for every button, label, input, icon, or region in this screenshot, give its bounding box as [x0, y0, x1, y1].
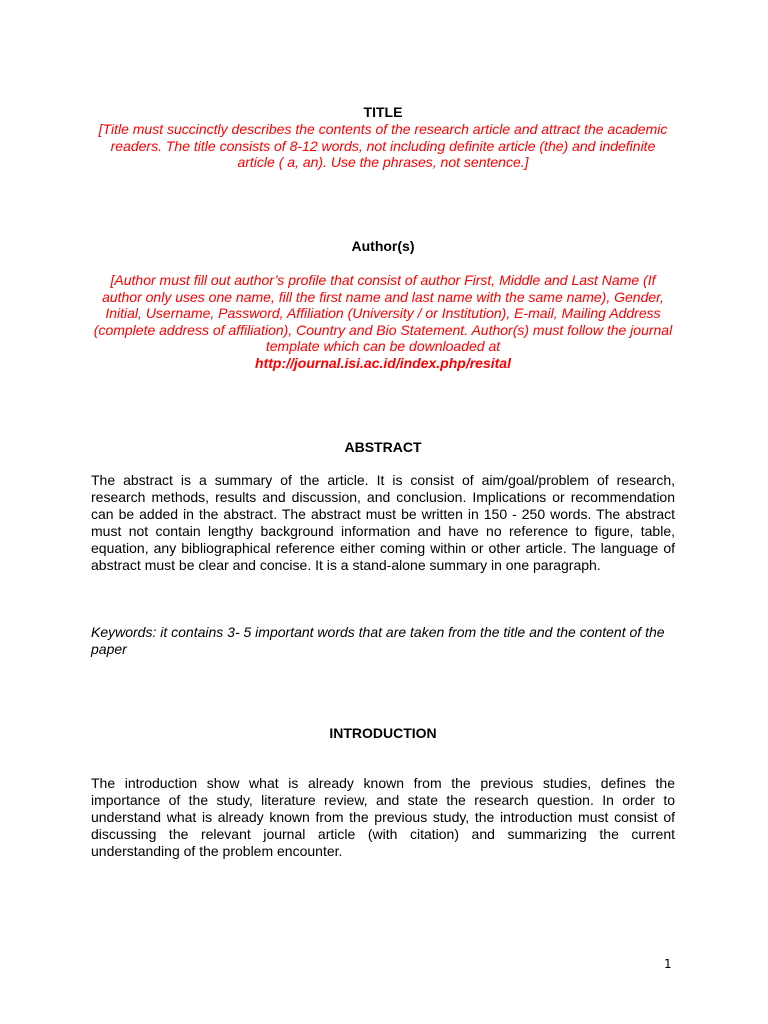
title-instructions: [Title must succinctly describes the contents of the research article and attract the academic readers. The title consists of 8-12 words, not including definite article (the) and indefinite article ( a, an). Use the phrases, not sentence.]: [98, 121, 668, 170]
page-number: 1: [664, 957, 672, 971]
abstract-heading: ABSTRACT: [344, 439, 422, 455]
authors-instructions: [91, 272, 675, 371]
authors-heading: Author(s): [351, 238, 415, 254]
abstract-paragraph: The abstract is a summary of the article. It is consist of aim/goal/problem of research, research methods, results and discussion, and conclusion. Implications or recommendation can be added in the abstract. The abstract must be written in 150 - 250 words. The abstract must not contain lengthy background information and have no reference to figure, table, equation, any bibliographical reference either coming within or other article. The language of abstract must be clear and concise. It is a stand-alone summary in one paragraph.: [91, 472, 675, 573]
keywords-paragraph: Keywords: it contains 3- 5 important words that are taken from the title and the content of the paper: [91, 624, 665, 657]
introduction-paragraph: The introduction show what is already known from the previous studies, defines the importance of the study, literature review, and state the research question. In order to understand what is already known from the previous study, the introduction must consist of discussing the relevant journal article (with citation) and summarizing the current understanding of the problem encounter.: [91, 775, 675, 859]
title-heading: TITLE: [363, 104, 403, 120]
introduction-heading: INTRODUCTION: [329, 725, 437, 741]
authors-instructions-text: [Author must fill out author’s profile that consist of author First, Middle and Last Name (If author only uses one name, fill the first name and last name with the same name), Gender, Initial, Username, Password, Affiliation (University / or Institution), E-mail, Mailing Address (complete address of affiliation), Country and Bio Statement. Author(s) must follow the journal template which can be downloaded at: [93, 272, 673, 354]
template-download-link[interactable]: http://journal.isi.ac.id/index.php/resital: [255, 354, 511, 371]
